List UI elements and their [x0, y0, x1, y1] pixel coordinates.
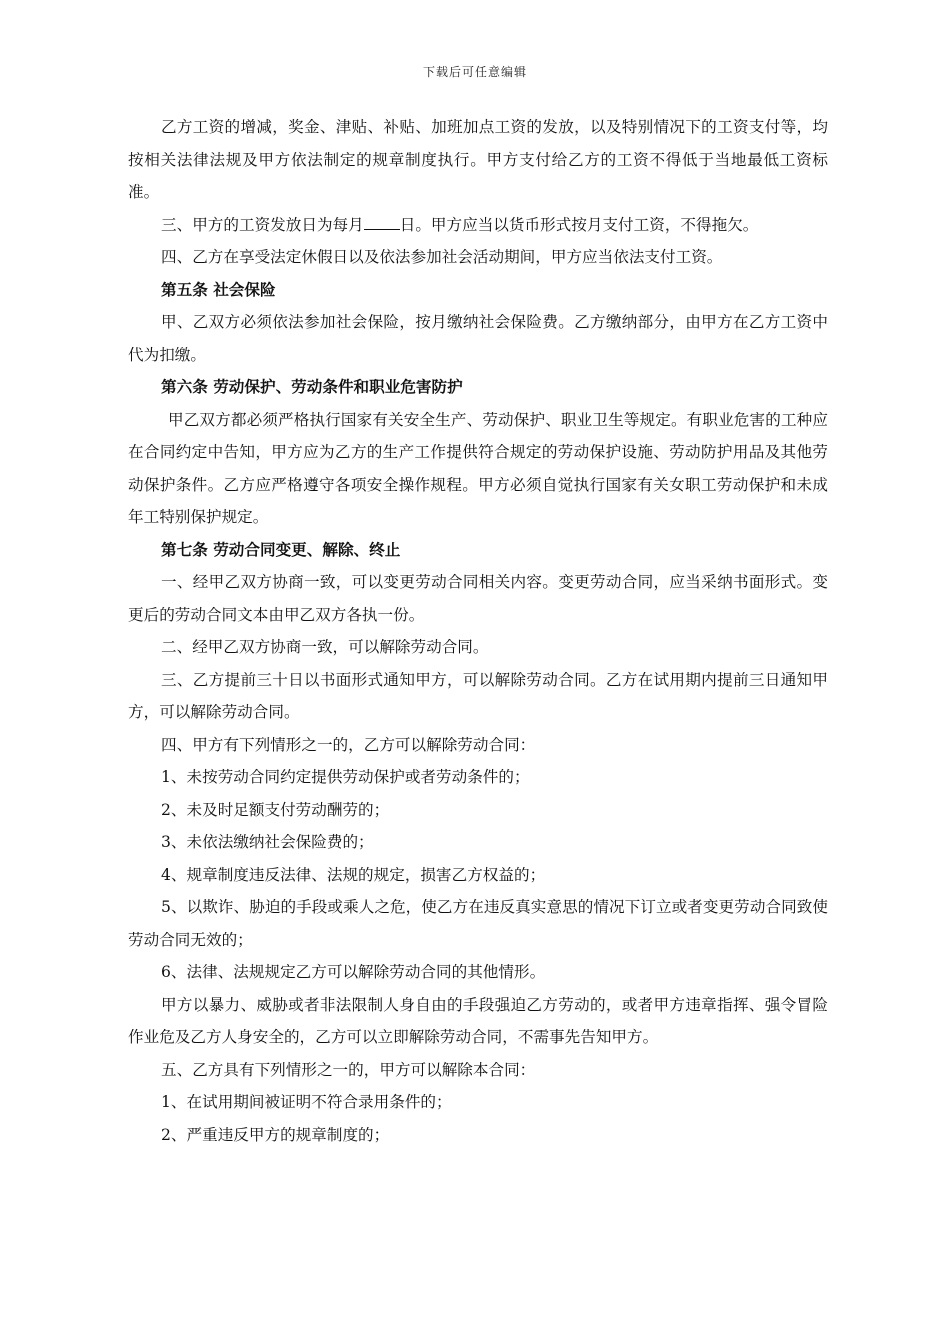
paragraph-immediate-termination: 甲方以暴力、威胁或者非法限制人身自由的手段强迫乙方劳动的，或者甲方违章指挥、强令冒险作业危及乙方人身安全的，乙方可以立即解除劳动合同，不需事先告知甲方。: [128, 995, 828, 1046]
list-item-case-5: 5、以欺诈、胁迫的手段或乘人之危，使乙方在违反真实意思的情况下订立或者变更劳动合同致使劳动合同无效的；: [128, 898, 828, 949]
list-item-employer-case-2: 2、严重违反甲方的规章制度的；: [161, 1125, 390, 1144]
heading-article-5: 第五条 社会保险: [161, 279, 276, 299]
paragraph-pay-day: [128, 209, 828, 242]
paragraph-mutual-termination: 二、经甲乙双方协商一致，可以解除劳动合同。: [161, 638, 489, 656]
paragraph-employee-termination-cases: 四、甲方有下列情形之一的，乙方可以解除劳动合同：: [161, 735, 536, 754]
paragraph-notice-termination: 三、乙方提前三十日以书面形式通知甲方，可以解除劳动合同。乙方在试用期内提前三日通知甲方，可以解除劳动合同。: [128, 670, 828, 721]
heading-article-7: 第七条 劳动合同变更、解除、终止: [161, 539, 401, 559]
list-item-employer-case-1: 1、在试用期间被证明不符合录用条件的；: [161, 1093, 452, 1111]
paragraph-holiday-pay: 四、乙方在享受法定休假日以及依法参加社会活动期间，甲方应当依法支付工资。: [161, 248, 723, 266]
paragraph-social-insurance: 甲、乙双方必须依法参加社会保险，按月缴纳社会保险费。乙方缴纳部分，由甲方在乙方工资中代为扣缴。: [128, 313, 828, 364]
list-item-case-2: 2、未及时足额支付劳动酬劳的；: [161, 800, 390, 819]
pay-day-blank: [364, 215, 400, 230]
heading-article-6: 第六条 劳动保护、劳动条件和职业危害防护: [161, 377, 463, 396]
header-note: 下载后可任意编辑: [422, 65, 527, 79]
list-item-case-6: 6、法律、法规规定乙方可以解除劳动合同的其他情形。: [161, 963, 546, 981]
paragraph-labor-protection: 甲乙双方都必须严格执行国家有关安全生产、劳动保护、职业卫生等规定。有职业危害的工种应在合同约定中告知，甲方应为乙方的生产工作提供符合规定的劳动保护设施、劳动防护用品及其他劳动保护条件。乙方应严格遵守各项安全操作规程。甲方必须自觉执行国家有关女职工劳动保护和未成年工特别保护规定。: [128, 410, 828, 526]
paragraph-wage-adjustment: 乙方工资的增减，奖金、津贴、补贴、加班加点工资的发放，以及特别情况下的工资支付等，均按相关法律法规及甲方依法制定的规章制度执行。甲方支付给乙方的工资不得低于当地最低工资标准。: [128, 118, 828, 201]
pay-day-text-before: 三、甲方的工资发放日为每月: [161, 215, 364, 234]
paragraph-employer-termination-cases: 五、乙方具有下列情形之一的，甲方可以解除本合同：: [161, 1060, 536, 1079]
list-item-case-3: 3、未依法缴纳社会保险费的；: [161, 833, 374, 851]
pay-day-text-after: 日。甲方应当以货币形式按月支付工资，不得拖欠。: [399, 215, 759, 234]
list-item-case-1: 1、未按劳动合同约定提供劳动保护或者劳动条件的；: [161, 768, 530, 786]
document-body: [128, 111, 828, 1151]
paragraph-contract-change: 一、经甲乙双方协商一致，可以变更劳动合同相关内容。变更劳动合同，应当采纳书面形式。变更后的劳动合同文本由甲乙双方各执一份。: [128, 573, 828, 624]
list-item-case-4: 4、规章制度违反法律、法规的规定，损害乙方权益的；: [161, 865, 546, 884]
